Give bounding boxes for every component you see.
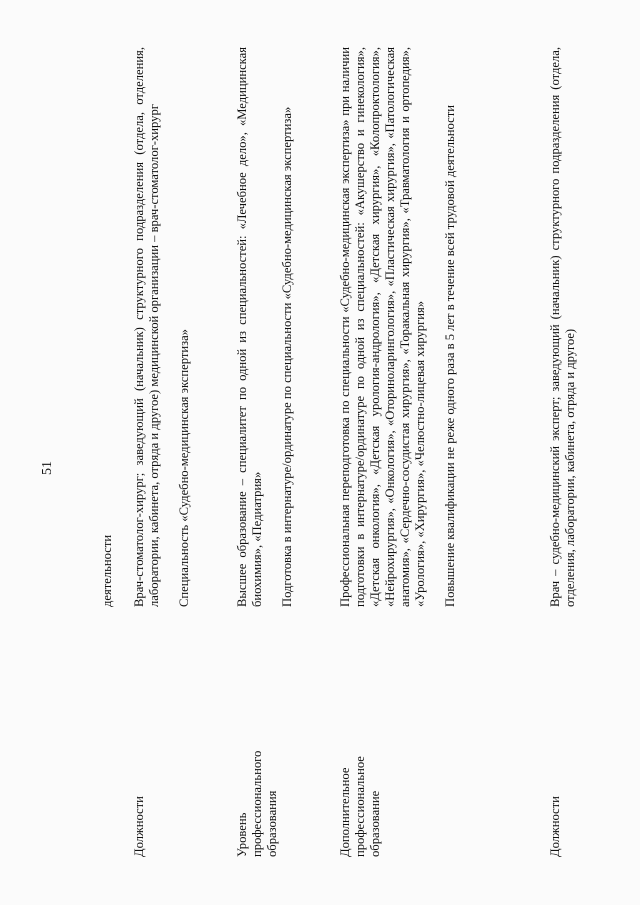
page-number: 51 <box>40 461 55 475</box>
row-label-additional-education: Дополнительное профессиональное образование <box>338 756 382 857</box>
continuation-cell <box>100 47 115 607</box>
additional-education-cell <box>338 47 458 607</box>
row-label-positions: Должности <box>132 796 146 857</box>
specialty-heading: Специальность «Судебно-медицинская экспертиза» <box>177 329 191 607</box>
row-label-education-level: Уровень профессионального образования <box>235 750 279 857</box>
paragraph: Высшее образование – специалитет по одной из специальностей: «Лечебное дело», «Медицинская биохимия», «Педиатрия» <box>235 47 264 607</box>
paragraph: Врач – судебно-медицинский эксперт; заведующий (начальник) структурного подразделения (отдела, отделения, лаборатории, кабинета, отряда и другое) <box>548 47 577 607</box>
row-label-positions: Должности <box>548 796 562 857</box>
paragraph: деятельности <box>100 534 114 607</box>
positions-cell <box>548 47 578 607</box>
paragraph: Подготовка в интернатуре/ординатуре по специальности «Судебно-медицинская экспертиза» <box>280 106 294 607</box>
paragraph: Профессиональная переподготовка по специальности «Судебно-медицинская экспертиза» при наличии подготовки в интернатуре/ординатуре по одной из специальностей: «Акушерство и гинекология», «Детская онкология», «Детская урология-андрология», «Детская хирургия», «Колопроктология», «Нейрохирургия», «Онкология», «Оториноларингология», «Пластическая хирургия», «Патологическая анатомия», «Сердечно-сосудистая хирургия», «Торакальная хирургия», «Травматология и ортопедия», «Урология», «Хирургия», «Челюстно-лицевая хирургия» <box>338 47 427 607</box>
paragraph: Врач-стоматолог-хирург; заведующий (начальник) структурного подразделения (отдела, отделения, лаборатории, кабинета, отряда и другое) медицинской организации – врач-стоматолог-хирург <box>132 47 161 607</box>
education-level-cell <box>235 47 295 607</box>
paragraph: Повышение квалификации не реже одного раза в 5 лет в течение всей трудовой деятельности <box>443 105 457 607</box>
positions-cell <box>132 47 192 607</box>
